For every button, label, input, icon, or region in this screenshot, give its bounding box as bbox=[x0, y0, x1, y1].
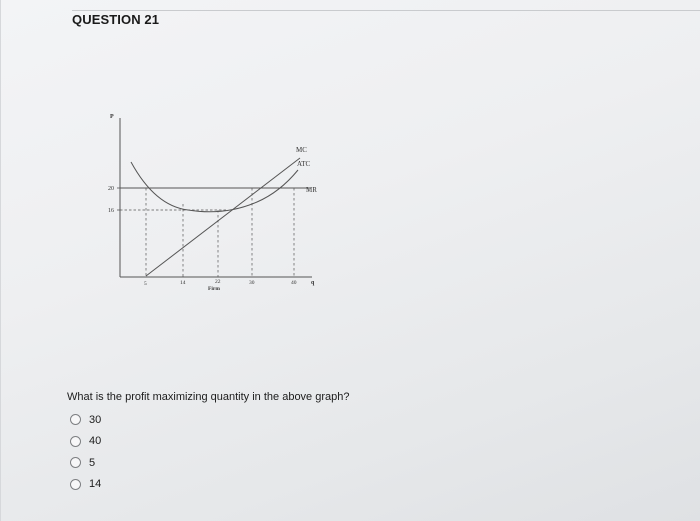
atc-curve bbox=[131, 162, 298, 212]
atc-label: ATC bbox=[297, 160, 311, 168]
x-axis-label: q bbox=[311, 280, 315, 286]
y-axis-label: P bbox=[110, 114, 114, 120]
cost-curve-graph bbox=[100, 104, 340, 304]
option-label: 30 bbox=[89, 413, 102, 426]
question-prompt: What is the profit maximizing quantity in the above graph? bbox=[67, 391, 350, 403]
radio-button[interactable] bbox=[70, 414, 81, 425]
question-divider bbox=[72, 10, 700, 11]
option-14[interactable] bbox=[70, 474, 101, 496]
x-tick-40: 40 bbox=[291, 280, 297, 286]
question-title: QUESTION 21 bbox=[72, 12, 160, 27]
mc-curve bbox=[146, 158, 300, 276]
option-label: 5 bbox=[89, 456, 96, 469]
mc-label: MC bbox=[296, 146, 307, 154]
option-5[interactable] bbox=[70, 452, 101, 474]
radio-button[interactable] bbox=[70, 436, 81, 447]
x-tick-30: 30 bbox=[249, 280, 255, 286]
option-30[interactable] bbox=[70, 409, 101, 431]
x-caption-firm: Firm bbox=[208, 286, 220, 292]
radio-button[interactable] bbox=[70, 479, 81, 490]
x-tick-22: 22 bbox=[215, 279, 221, 285]
option-label: 14 bbox=[89, 478, 102, 491]
y-tick-20: 20 bbox=[108, 186, 114, 192]
x-tick-14: 14 bbox=[180, 280, 186, 286]
option-label: 40 bbox=[89, 435, 102, 448]
y-tick-16: 16 bbox=[108, 208, 114, 214]
radio-button[interactable] bbox=[70, 457, 81, 468]
option-40[interactable] bbox=[70, 431, 101, 453]
answer-options bbox=[70, 409, 101, 495]
x-tick-5: 5 bbox=[144, 281, 147, 287]
mr-label: MR bbox=[306, 186, 317, 194]
